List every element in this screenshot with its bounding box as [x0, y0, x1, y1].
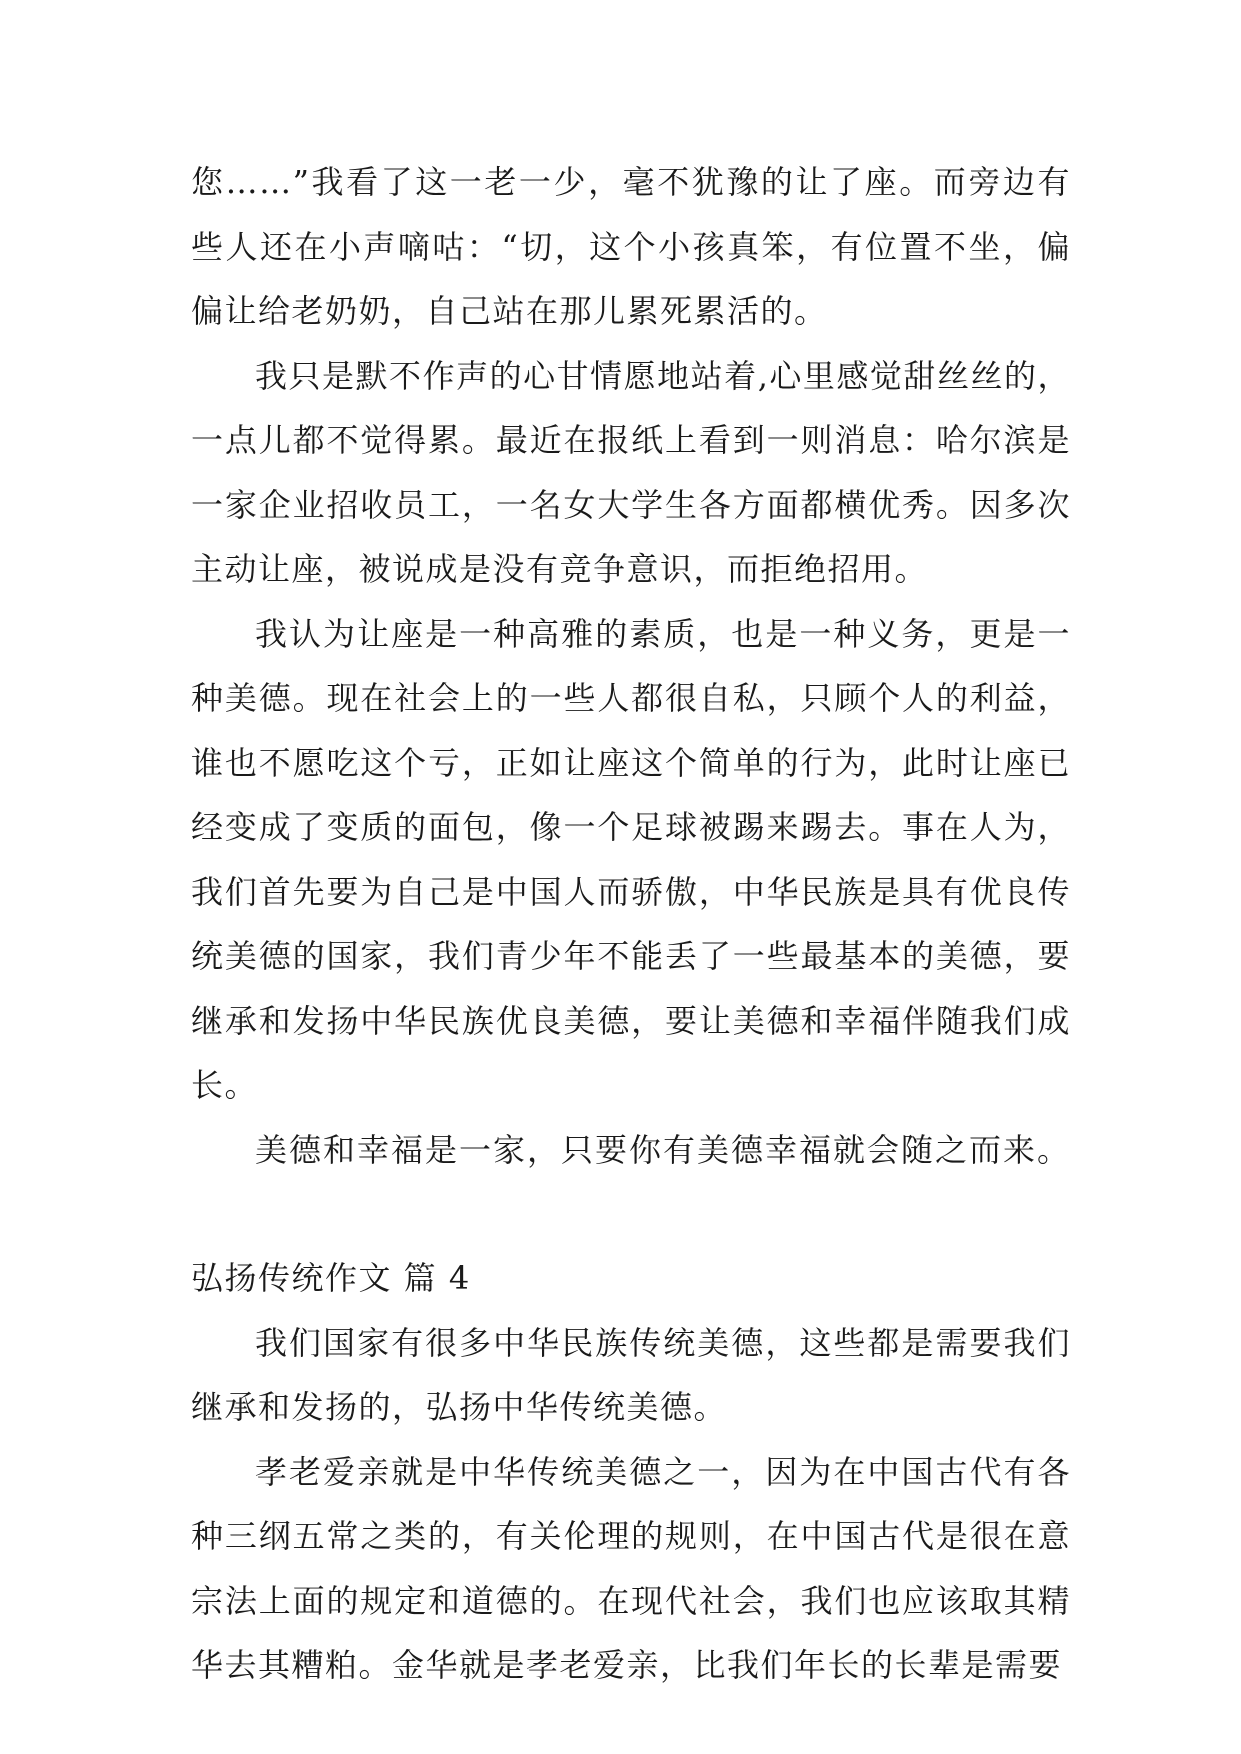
paragraph: 孝老爱亲就是中华传统美德之一，因为在中国古代有各种三纲五常之类的，有关伦理的规则，在中国古代是很在意宗法上面的规定和道德的。在现代社会，我们也应该取其精华去其糟粕。金华就是孝老爱亲，比我们年长的长辈是需要: [191, 1452, 1071, 1684]
document-body: [191, 150, 1071, 1698]
paragraph: 我认为让座是一种高雅的素质，也是一种义务，更是一种美德。现在社会上的一些人都很自私，只顾个人的利益，谁也不愿吃这个亏，正如让座这个简单的行为，此时让座已经变成了变质的面包，像一个足球被踢来踢去。事在人为，我们首先要为自己是中国人而骄傲，中华民族是具有优良传统美德的国家，我们青少年不能丢了一些最基本的美德，要继承和发扬中华民族优良美德，要让美德和幸福伴随我们成长。: [191, 614, 1071, 1104]
section-heading: 弘扬传统作文 篇 4: [191, 1259, 471, 1297]
paragraph: 我们国家有很多中华民族传统美德，这些都是需要我们继承和发扬的，弘扬中华传统美德。: [191, 1323, 1071, 1426]
paragraph: 我只是默不作声的心甘情愿地站着,心里感觉甜丝丝的，一点儿都不觉得累。最近在报纸上看到一则消息：哈尔滨是一家企业招收员工，一名女大学生各方面都横优秀。因多次主动让座，被说成是没有竞争意识，而拒绝招用。: [191, 356, 1071, 588]
paragraph: 美德和幸福是一家，只要你有美德幸福就会随之而来。: [255, 1130, 1072, 1169]
paragraph-continued: 您……”我看了这一老一少，毫不犹豫的让了座。而旁边有些人还在小声嘀咕：“切，这个小孩真笨，有位置不坐，偏偏让给老奶奶，自己站在那儿累死累活的。: [191, 163, 1071, 330]
